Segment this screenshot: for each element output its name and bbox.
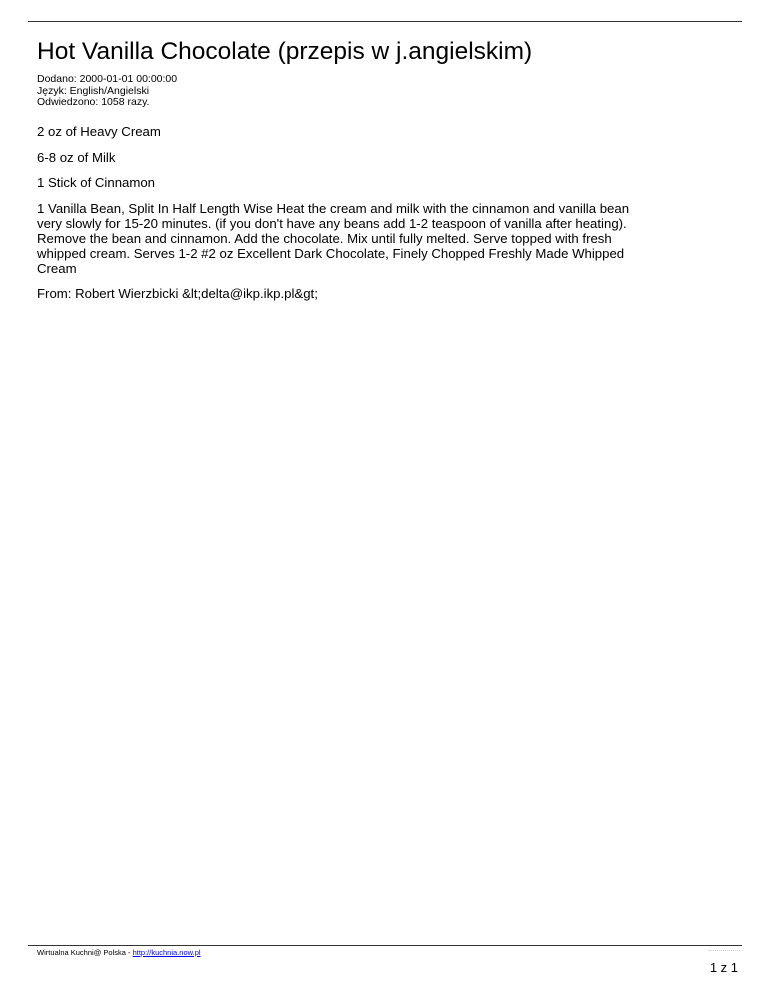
recipe-meta	[37, 74, 177, 109]
recipe-instructions: 1 Vanilla Bean, Split In Half Length Wise Heat the cream and milk with the cinnamon and vanilla bean very slowly for 15-20 minutes. (if you don't have any beans add 1-2 teaspoon of vanilla after heating). Remove the bean and cinnamon. Add the chocolate. Mix until fully melted. Serve topped with fresh whipped cream. Serves 1-2 #2 oz Excellent Dark Chocolate, Finely Chopped Freshly Made Whipped Cream	[37, 200, 630, 276]
meta-date-added: Dodano: 2000-01-01 00:00:00	[37, 73, 178, 85]
footer-divider	[28, 945, 742, 946]
header-divider	[28, 21, 742, 22]
footer	[37, 948, 201, 957]
meta-language: Język: English/Angielski	[37, 84, 150, 97]
recipe-body	[37, 124, 637, 312]
meta-visit-count: Odwiedzono: 1058 razy.	[37, 96, 150, 108]
page-number: 1 z 1	[709, 960, 738, 975]
ingredient-heavy-cream: 2 oz of Heavy Cream	[37, 124, 161, 139]
footer-faint-mark	[708, 950, 740, 951]
recipe-title: Hot Vanilla Chocolate (przepis w j.angielskim)	[37, 38, 533, 65]
ingredient-cinnamon: 1 Stick of Cinnamon	[37, 175, 156, 190]
recipe-author: From: Robert Wierzbicki &lt;delta@ikp.ikp.pl&gt;	[37, 286, 318, 301]
footer-site-name: Wirtualna Kuchni@ Polska -	[37, 948, 133, 957]
footer-site-link[interactable]: http://kuchnia.now.pl	[132, 948, 201, 957]
ingredient-milk: 6-8 oz of Milk	[37, 149, 116, 165]
